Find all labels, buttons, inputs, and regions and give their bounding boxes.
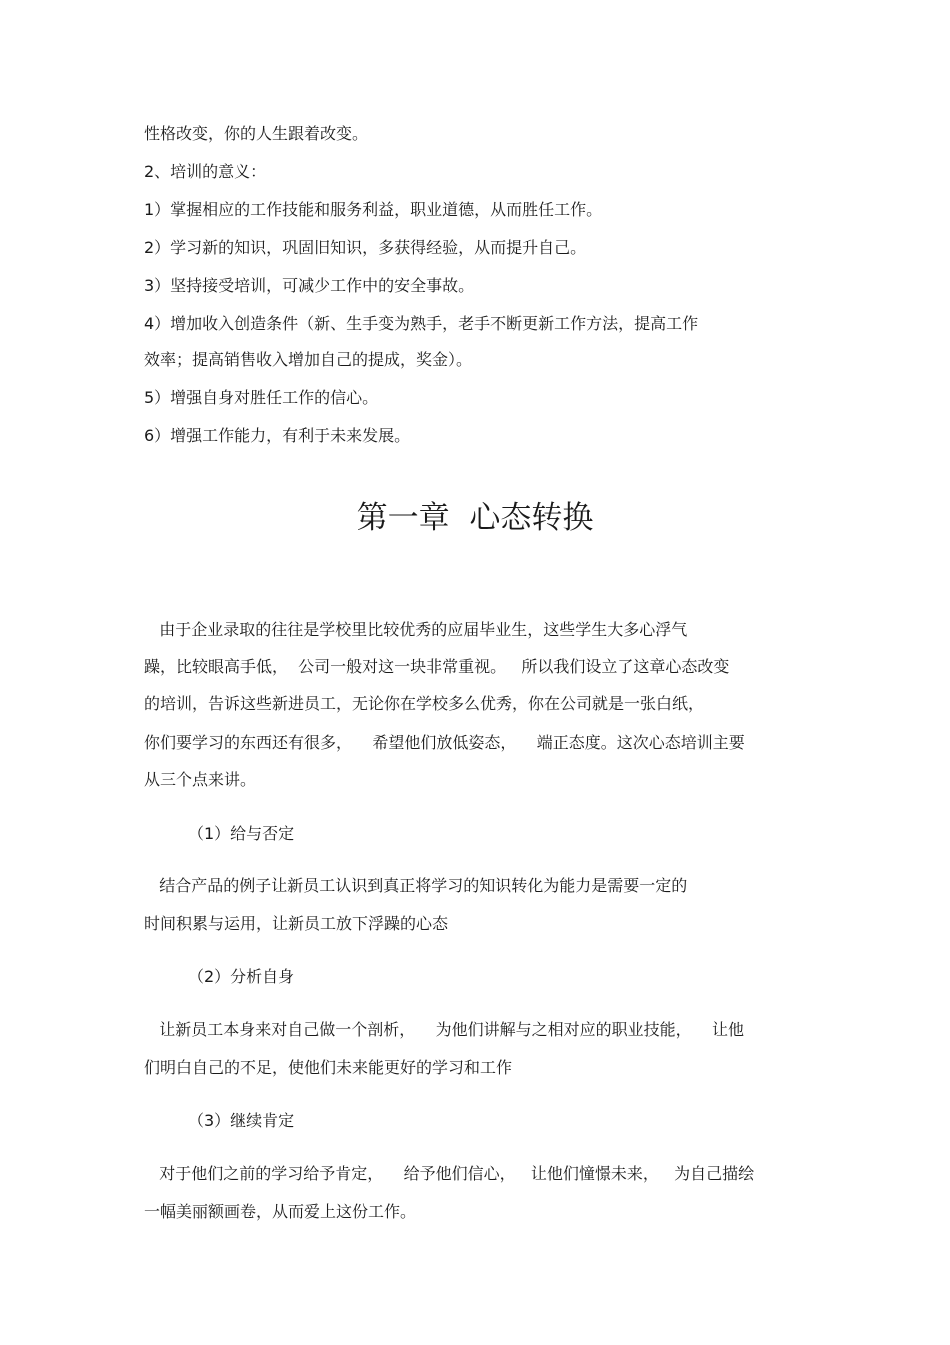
list-item-5: 5）增强自身对胜任工作的信心。	[144, 388, 379, 407]
paragraph-line: 你们要学习的东西还有很多， 希望他们放低姿态， 端正态度。这次心态培训主要	[144, 733, 745, 752]
list-item-4: 4）增加收入创造条件（新、生手变为熟手，老手不断更新工作方法，提高工作	[144, 314, 699, 333]
list-item-4-continued: 效率；提高销售收入增加自己的提成，奖金）。	[144, 350, 473, 369]
list-item-3: 3）坚持接受培训，可减少工作中的安全事故。	[144, 276, 475, 295]
list-item-2: 2）学习新的知识，巩固旧知识，多获得经验，从而提升自己。	[144, 238, 587, 257]
chapter-title: 第一章 心态转换	[356, 500, 594, 536]
paragraph-line: 结合产品的例子让新员工认识到真正将学习的知识转化为能力是需要一定的	[144, 876, 688, 895]
paragraph-line: 从三个点来讲。	[144, 770, 257, 789]
paragraph-line: 由于企业录取的往往是学校里比较优秀的应届毕业生，这些学生大多心浮气	[144, 620, 688, 639]
paragraph-line: 一幅美丽额画卷，从而爱上这份工作。	[144, 1202, 417, 1221]
text-line-personality: 性格改变，你的人生跟着改变。	[144, 124, 369, 143]
paragraph-line: 对于他们之前的学习给予肯定， 给予他们信心， 让他们憧憬未来， 为自己描绘	[144, 1164, 755, 1183]
subsection-title-self-analysis: （2）分析自身	[188, 967, 295, 986]
paragraph-line: 躁，比较眼高手低， 公司一般对这一块非常重视。 所以我们设立了这章心态改变	[144, 657, 730, 676]
section-heading-training-meaning: 2、培训的意义：	[144, 162, 267, 181]
paragraph-line: 让新员工本身来对自己做一个剖析， 为他们讲解与之相对应的职业技能， 让他	[144, 1020, 744, 1039]
list-item-6: 6）增强工作能力，有利于未来发展。	[144, 426, 411, 445]
paragraph-line: 时间积累与运用，让新员工放下浮躁的心态	[144, 914, 449, 933]
paragraph-line: 们明白自己的不足，使他们未来能更好的学习和工作	[144, 1058, 513, 1077]
subsection-title-affirmation: （3）继续肯定	[188, 1111, 295, 1130]
paragraph-line: 的培训，告诉这些新进员工，无论你在学校多么优秀，你在公司就是一张白纸，	[144, 694, 705, 713]
subsection-title-negation: （1）给与否定	[188, 824, 295, 843]
list-item-1: 1）掌握相应的工作技能和服务利益，职业道德，从而胜任工作。	[144, 200, 603, 219]
